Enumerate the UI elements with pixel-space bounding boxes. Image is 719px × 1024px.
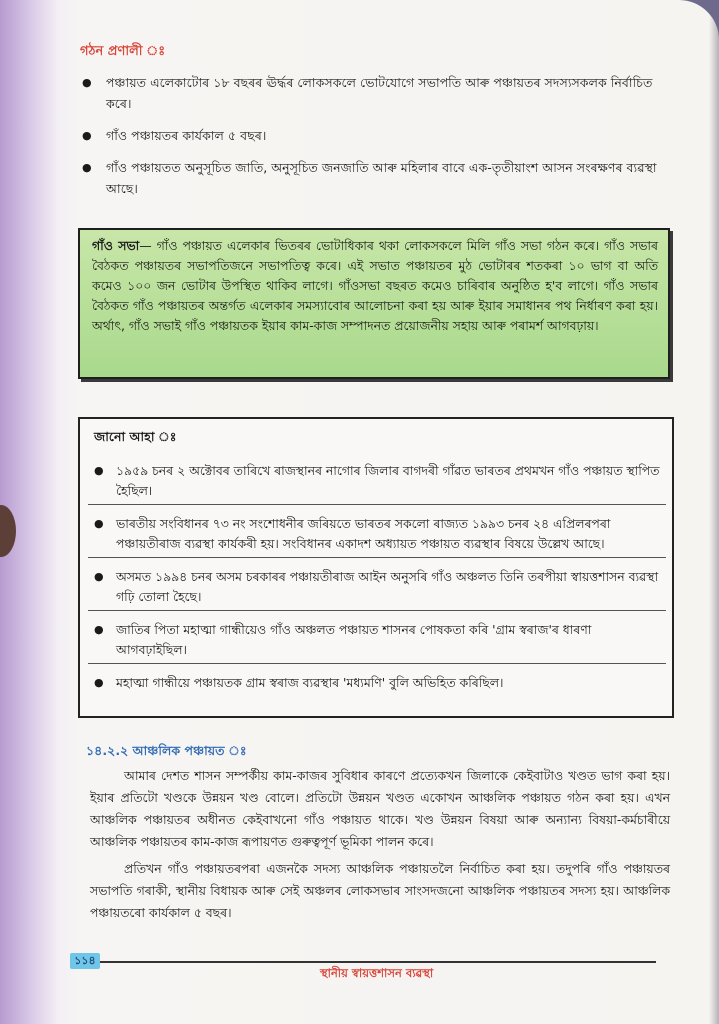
fact-item: ● মহাত্মা গান্ধীয়ে পঞ্চায়তক গ্ৰাম স্বৰাজ ব্যৱস্থাৰ 'মধ্যমণি' বুলি অভিহিত কৰিছিল। bbox=[88, 671, 666, 696]
subsection-heading: ১৪.২.২ আঞ্চলিক পঞ্চায়ত ঃ bbox=[86, 743, 247, 758]
fact-item: ● ১৯৫৯ চনৰ ২ অক্টোবৰ তাৰিখে ৰাজস্থানৰ নাগোৰ জিলাৰ বাগদৰী গাঁৱত ভাৰতৰ প্ৰথমখন গাঁও পঞ্চায়ত স্থাপিত হৈছিল। bbox=[88, 459, 666, 505]
page-number: ১১৪ bbox=[70, 953, 100, 969]
formation-bullet-list bbox=[80, 72, 680, 210]
section-heading: গঠন প্ৰণালী ঃ bbox=[80, 44, 166, 59]
body-paragraph: প্ৰতিখন গাঁও পঞ্চায়তৰপৰা এজনকৈ সদস্য আঞ্চলিক পঞ্চায়তলৈ নিৰ্বাচিত কৰা হয়। তদুপৰি গাঁও পঞ্চায়তৰ সভাপতি গৰাকী, স্থানীয় বিধায়ক আৰু সেই অঞ্চলৰ লোকসভাৰ সাংসদজনো আঞ্চলিক পঞ্চায়তৰ সদস্য হয়। আঞ্চলিক পঞ্চায়তৰো কাৰ্যকাল ৫ বছৰ। bbox=[90, 861, 670, 920]
fact-item: ● জাতিৰ পিতা মহাত্মা গান্ধীয়েও গাঁও অঞ্চলত পঞ্চায়ত শাসনৰ পোষকতা কৰি 'গ্ৰাম স্বৰাজ'ৰ ধাৰণা আগবঢ়াইছিল। bbox=[88, 618, 666, 664]
footer-chapter-title: স্থানীয় স্বায়ত্তশাসন ব্যৱস্থা bbox=[320, 966, 434, 980]
fact-item: ● ভাৰতীয় সংবিধানৰ ৭৩ নং সংশোধনীৰ জৰিয়তে ভাৰতৰ সকলো ৰাজ্যত ১৯৯৩ চনৰ ২৪ এপ্ৰিলৰপৰা পঞ্চায়তীৰাজ ব্যৱস্থা কাৰ্যকৰী হয়। সংবিধানৰ একাদশ অধ্যায়ত পঞ্চায়ত ব্যৱস্থাৰ বিষয়ে উল্লেখ আছে। bbox=[88, 512, 666, 558]
fact-item: ● অসমত ১৯৯৪ চনৰ অসম চৰকাৰৰ পঞ্চায়তীৰাজ আইন অনুসৰি গাঁও অঞ্চলত তিনি তৰপীয়া স্বায়ত্তশাসন ব্যৱস্থা গঢ়ি তোলা হৈছে। bbox=[88, 565, 666, 611]
body-paragraph: আমাৰ দেশত শাসন সম্পৰ্কীয় কাম-কাজৰ সুবিধাৰ কাৰণে প্ৰত্যেকখন জিলাকে কেইবাটাও খণ্ডত ভাগ কৰা হয়। ইয়াৰ প্ৰতিটো খণ্ডকে উন্নয়ন খণ্ড বোলে। প্ৰতিটো উন্নয়ন খণ্ডত একোখন আঞ্চলিক পঞ্চায়ত গঠন কৰা হয়। এখন আঞ্চলিক পঞ্চায়তৰ অধীনত কেইবাখনো গাঁও পঞ্চায়ত থাকে। খণ্ড উন্নয়ন বিষয়া আৰু অন্যান্য বিষয়া-কৰ্মচাৰীয়ে আঞ্চলিক পঞ্চায়তৰ কাম-কাজ ৰূপায়ণত গুৰুত্বপূৰ্ণ ভূমিকা পালন কৰে। bbox=[90, 768, 670, 849]
bullet-item: ● পঞ্চায়ত এলেকাটোৰ ১৮ বছৰৰ ঊৰ্দ্ধৰ লোকসকলে ভোটযোগে সভাপতি আৰু পঞ্চায়তৰ সদস্যসকলক নিৰ্বাচিত কৰে। bbox=[80, 72, 680, 114]
did-you-know-title: জানো আহা ঃ bbox=[94, 429, 177, 444]
bullet-item: ● গাঁও পঞ্চায়তত অনুসূচিত জাতি, অনুসূচিত জনজাতি আৰু মহিলাৰ বাবে এক-তৃতীয়াংশ আসন সংৰক্ষণৰ ব্যৱস্থা আছে। bbox=[80, 157, 680, 199]
bullet-item: ● গাঁও পঞ্চায়তৰ কাৰ্যকাল ৫ বছৰ। bbox=[80, 125, 680, 146]
binder-hole bbox=[0, 505, 16, 557]
gaon-sabha-box bbox=[78, 228, 670, 379]
gaon-sabha-text: — গাঁও পঞ্চায়ত এলেকাৰ ভিতৰৰ ভোটাধিকাৰ থকা লোকসকলে মিলি গাঁও সভা গঠন কৰে। গাঁও সভাৰ বৈঠকত পঞ্চায়তৰ সভাপতিজনে সভাপতিত্ব কৰে। এই সভাত পঞ্চায়তৰ মুঠ ভোটাৰৰ শতকৰা ১০ ভাগ বা অতি কমেও ১০০ জন ভোটাৰ উপস্থিত থাকিব লাগে। গাঁওসভা বছৰত কমেও চাৰিবাৰ অনুষ্ঠিত হ'ব লাগে। গাঁও সভাৰ বৈঠকত গাঁও পঞ্চায়তৰ অন্তৰ্গত এলেকাৰ সমস্যাবোৰ আলোচনা কৰা হয় আৰু ইয়াৰ সমাধানৰ পথ নিৰ্ধাৰণ কৰা হয়। অৰ্থাৎ, গাঁও সভাই গাঁও পঞ্চায়তক ইয়াৰ কাম-কাজ সম্পাদনত প্ৰয়োজনীয় সহায় আৰু পৰামৰ্শ আগবঢ়ায়। bbox=[92, 238, 658, 333]
did-you-know-box bbox=[78, 417, 674, 718]
gaon-sabha-term: গাঁও সভা bbox=[92, 238, 140, 253]
footer-rule bbox=[78, 961, 656, 963]
